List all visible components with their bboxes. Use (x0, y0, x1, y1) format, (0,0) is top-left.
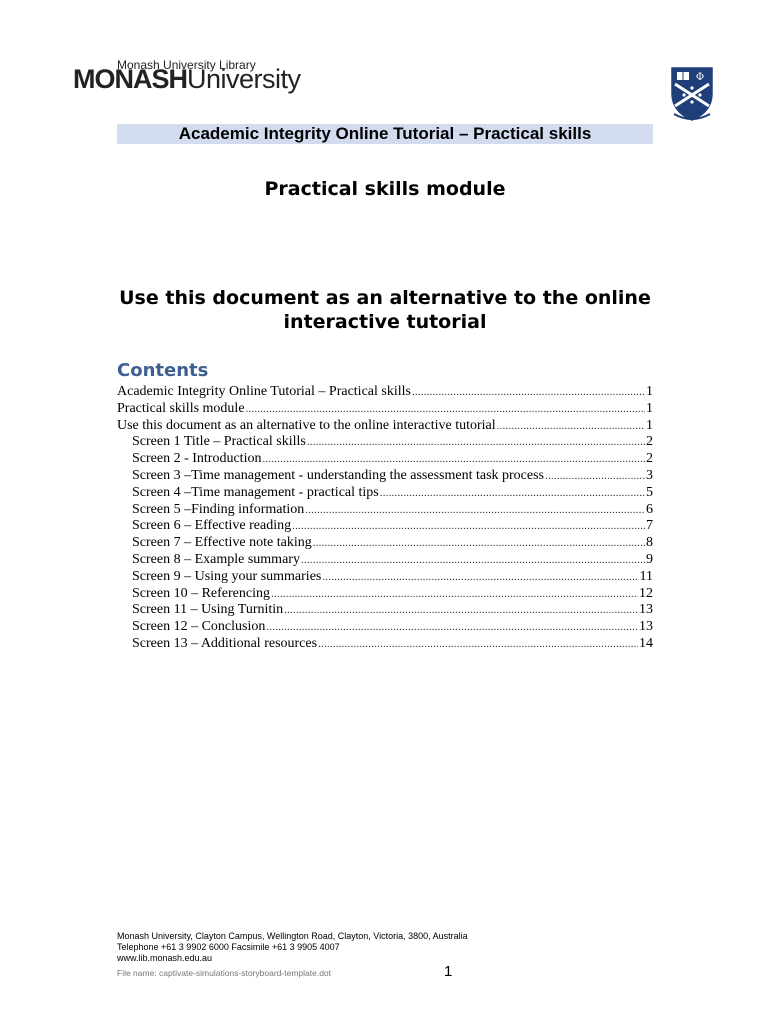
page-number: 1 (444, 963, 453, 980)
alternative-title: Use this document as an alternative to the online interactive tutorial (119, 287, 651, 333)
university-crest-icon (668, 66, 716, 122)
toc-entry[interactable] (117, 535, 653, 552)
toc-entry-text: Practical skills module (117, 400, 245, 416)
toc-entry[interactable] (117, 569, 653, 586)
contents-heading: Contents (117, 360, 209, 381)
toc-entry[interactable] (117, 518, 653, 535)
toc-page-number: 9 (646, 551, 653, 567)
toc-page-number: 13 (639, 619, 653, 635)
toc-entry[interactable] (117, 602, 653, 619)
toc-entry[interactable] (117, 619, 653, 636)
toc-leader (305, 502, 645, 519)
toc-page-number: 11 (639, 568, 653, 584)
toc-leader (292, 518, 645, 535)
toc-page-number: 1 (646, 400, 653, 416)
toc-leader (412, 384, 645, 401)
footer-phone: Telephone +61 3 9902 6000 Facsimile +61 3 9905 4007 (117, 942, 340, 952)
toc-entry-text: Screen 3 –Time management - understanding the assessment task process (132, 467, 545, 483)
toc-entry-text: Screen 1 Title – Practical skills (132, 434, 306, 450)
toc-page-number: 1 (646, 384, 653, 399)
toc-leader (322, 569, 638, 586)
footer-contact (117, 931, 468, 964)
toc-leader (307, 434, 645, 451)
toc-entry-text: Screen 11 – Using Turnitin (132, 602, 284, 618)
library-name: Monash University Library (117, 58, 256, 72)
toc-entry[interactable] (117, 586, 653, 603)
toc-leader (266, 619, 638, 636)
toc-entry-text: Screen 10 – Referencing (132, 585, 270, 601)
toc-entry-text: Screen 13 – Additional resources (132, 635, 318, 651)
toc-entry[interactable] (117, 384, 653, 401)
toc-entry[interactable] (117, 468, 653, 485)
toc-leader (262, 451, 645, 468)
wordmark-light: University (187, 64, 301, 94)
toc-leader (284, 602, 638, 619)
toc-entry-text: Screen 7 – Effective note taking (132, 535, 312, 551)
svg-text:Φ: Φ (695, 72, 705, 83)
toc-leader (380, 485, 645, 502)
toc-entry-text: Screen 2 - Introduction (132, 451, 262, 467)
toc-entry-text: Use this document as an alternative to the online interactive tutorial (117, 417, 496, 433)
toc-page-number: 2 (646, 451, 653, 467)
toc-entry-text: Screen 8 – Example summary (132, 551, 300, 567)
wordmark-bold: MONASH (73, 64, 187, 94)
toc-leader (545, 468, 645, 485)
toc-page-number: 12 (639, 585, 653, 601)
toc-entry[interactable] (117, 552, 653, 569)
toc-entry-text: Screen 6 – Effective reading (132, 518, 292, 534)
toc-entry-text: Screen 4 –Time management - practical tips (132, 484, 379, 500)
footer-website[interactable]: www.lib.monash.edu.au (117, 953, 213, 963)
document-title-bar: Academic Integrity Online Tutorial – Practical skills (117, 124, 653, 144)
toc-leader (271, 586, 638, 603)
toc-entry-text: Academic Integrity Online Tutorial – Practical skills (117, 384, 411, 399)
toc-entry[interactable] (117, 418, 653, 435)
toc-entry-text: Screen 5 –Finding information (132, 501, 305, 517)
file-name: File name: captivate-simulations-storyboard-template.dot (117, 968, 332, 978)
toc-page-number: 8 (646, 535, 653, 551)
toc-entry-text: Screen 12 – Conclusion (132, 619, 266, 635)
toc-leader (246, 401, 645, 418)
toc-page-number: 2 (646, 434, 653, 450)
toc-entry[interactable] (117, 451, 653, 468)
toc-leader (497, 418, 645, 435)
toc-page-number: 6 (646, 501, 653, 517)
toc-entry[interactable] (117, 485, 653, 502)
toc-entry[interactable] (117, 434, 653, 451)
toc-entry[interactable] (117, 401, 653, 418)
table-of-contents (117, 384, 653, 653)
toc-page-number: 14 (639, 635, 653, 651)
toc-page-number: 3 (646, 467, 653, 483)
toc-leader (313, 535, 645, 552)
footer-address: Monash University, Clayton Campus, Wellington Road, Clayton, Victoria, 3800, Australia (117, 931, 468, 941)
university-wordmark (73, 64, 301, 95)
toc-page-number: 7 (646, 518, 653, 534)
toc-entry[interactable] (117, 502, 653, 519)
toc-page-number: 1 (646, 417, 653, 433)
module-title: Practical skills module (264, 178, 506, 200)
toc-entry-text: Screen 9 – Using your summaries (132, 568, 322, 584)
toc-page-number: 5 (646, 484, 653, 500)
toc-entry[interactable] (117, 636, 653, 653)
toc-page-number: 13 (639, 602, 653, 618)
toc-leader (301, 552, 645, 569)
toc-leader (318, 636, 638, 653)
